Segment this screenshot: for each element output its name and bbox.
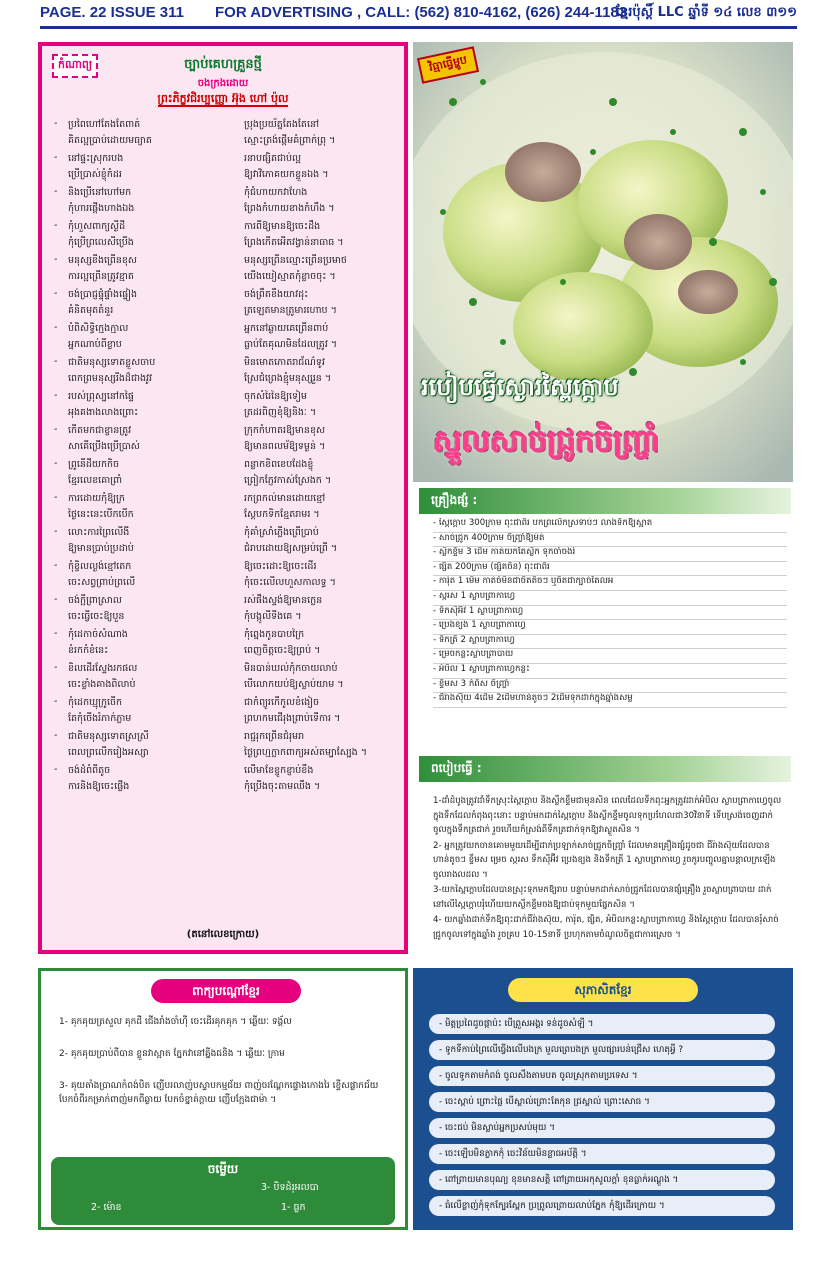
poem-line: របស់ព្រុស្បនៅកផ្ទៃ xyxy=(68,391,134,402)
poem-row: - កុំខ្ចិលល្ងង់ខ្មៅតេក ឱ្យចេះដោះឱ្យចេះដើរ ចេះសព្វព្រាប់ព្រលើ កុំចេះលើលហួសកាលទ្ធ ។ xyxy=(54,560,336,588)
poem-line: ចេះធ្វើចេះឱ្យបួន xyxy=(68,611,125,622)
poem-line: គិតល្អប្រាប់ដោយមធ្យាត xyxy=(68,135,152,146)
poem-box xyxy=(38,42,408,954)
poem-line: យើងយៀស្មាតកុំខ្លាចចុះ ។ xyxy=(244,271,336,282)
poem-line: ឱ្យវាវិភោគយកខ្លួនឯង ។ xyxy=(244,169,329,180)
poem-line: ពន្លាកខិពខេបដែងខ្ញុំ xyxy=(244,459,314,470)
poem-row: - ខិលដើរស្ទែងរកផល មិនបាន់ឃល់កុំកចាយលាប់ ចេះខ្លាំងគាងពិលាប់ បើលោកយប់ឱ្យស្លាប់យាម ។ xyxy=(54,662,344,690)
poem-line: ជាតិមនុស្សទោតស្រស្រី xyxy=(68,731,149,742)
poem-line: មិនមោតភោតរាជ័ណ៌ទូវ xyxy=(244,357,325,368)
poem-line: ការដោយកុំឱ្យក្រ xyxy=(68,493,125,504)
poem-line: មនុស្សព្រើនល្មោះព្រើនប្រមាថ xyxy=(244,255,347,266)
poem-line: ចង់ក្អីព្រាស្រាល xyxy=(68,595,122,606)
ingredient-item: - អំបិល 1 ស្លាបព្រាកាហ្វេកន្លះ xyxy=(433,664,787,679)
ingredients-title: គ្រឿងផ្សំ : xyxy=(431,493,478,507)
poem-line: ចេះសព្វព្រាប់ព្រលើ xyxy=(68,577,136,588)
answer-item: 2- ម៉ោខ xyxy=(91,1202,122,1213)
poem-row: - នៅផ្ទះស្រុករបង រនាបផ្សិតជាប់ល្អ ប្រើប្រាស់ខ្ញុំកំដរ ឱ្យវាវិភោគយកខ្លួនឯង ។ xyxy=(54,152,329,180)
method-steps xyxy=(433,794,783,943)
poem-row: - បំពិសិទ្ធិក្មេងក្មាល អ្នកនៅឆ្ងាយគេព្រើនពាប់ អ្នកណាប់ពីខ្លាប ធ្លាប់តែគុណមិនដែលត្រូវ ។ xyxy=(54,322,338,350)
poem-line: អ្នកនៅឆ្ងាយគេព្រើនពាប់ xyxy=(244,323,329,334)
recipe-section xyxy=(413,484,793,956)
poem-line: ព្រហកមជើរុងព្រាប់ទើការ ។ xyxy=(244,713,341,724)
ingredient-item: - ស្ករស 1 ស្លាបព្រាកាហ្វេ xyxy=(433,591,787,606)
poem-line: លើមាខែខ្ចូកខ្ញាប់ខឹង xyxy=(244,765,314,776)
poem-line: កុំហួសពាក្យស្ងីដី xyxy=(68,221,126,232)
poem-line: ស្រែជំព្រេងខ្មុំមនុស្សរួន ។ xyxy=(244,373,332,384)
poem-line: អ្នកណាប់ពីខ្លាប xyxy=(68,339,122,350)
poem-title: ច្បាប់គេហគ្រួនថ្មី xyxy=(184,57,262,72)
saying-item: - ធំលើខ្លាញ់កុំទុកក្បែរស្ពែក ប្រព្រូលព្រោយលាប់ភ្នែក កុំឱ្យដើរក្រោយ ។ xyxy=(429,1196,775,1216)
poem-line: កុំដេកាច់សំណាង xyxy=(68,629,128,640)
poem-line: ស្តែបកទិកខ្មែតរាមរ ។ xyxy=(244,509,320,520)
poem-line: សាគើប្រើងប្រើប្រាស់ xyxy=(68,441,140,452)
cabbage-rolls-image xyxy=(413,42,793,482)
poem-line: គំនិតមុតតំនួរ xyxy=(68,305,114,316)
poem-line: រាជ្ជរុកព្រើនជំរុមរា xyxy=(244,731,305,742)
saying-item: - ទូកទីកាប់ព្រៃលើធ្វើងលើបងក្រ មួលព្រេបងក្រ មួលផ្សារបន់ជ្រើស ហេតុអ្វី ? xyxy=(429,1040,775,1060)
method-header xyxy=(419,756,791,782)
poem-line: ព្រែងកំហាយខាងកំហឹង ។ xyxy=(244,203,335,214)
saying-item: - មិត្តប្រពៃដូចផ្កាប៉ះ បើព្រួសអង្គរ ទន់ដូចសំឡី ។ xyxy=(429,1014,775,1034)
method-step: 1-ដាំដំបូងត្រូវដាំទឹកស្រុះស្ពៃក្តោប និងស្លឹកខ្ទឹមជាមុនសិន ពេលដែលទឹកពុះអ្នកត្រូវដាក់អំបិល ស្លាបព្រាកាហ្វេចូលក្នុងទឹកដែលកំពុងពុះនោះ បន្ទាប់មកដាក់ស្ពៃក្តោប និងស្លឹកខ្ទឹមចូលទុកប្រហែលជា30វិនាទី ទើបស្រង់ចេញដាក់ចូលក្នុងទឹកត្រជាក់ រួចហើយក៏ស្រង់ពីទឹកត្រជាក់ទុកឱ្យវាស្ងួតសិន ។ xyxy=(433,796,782,835)
poem-line: ក្រុកកំហាតរឱ្យមានខុស xyxy=(244,425,326,436)
ingredient-item: - ស្ពៃក្តោប 300ក្រាម ពុះជាពីរ បកព្រលើកស្រទាប់ៗ លាងទឹកឱ្យស្អាត xyxy=(433,518,787,533)
poem-lines xyxy=(54,116,400,796)
poem-line: អុងគងាងលាងព្រោះ xyxy=(68,407,139,418)
poem-row: - ប្រពៃហៅតែងតែពាត់ ប្រុងប្រយ័ត្នតែងតែនៅ គិតល្អប្រាប់ដោយមធ្យាត ស្មោះត្រង់ផ្តើមគំព្រាក់ព្រុ ។ xyxy=(54,118,336,146)
poem-line: ខ្មែរលេខគោព្រាំ xyxy=(68,475,123,486)
ingredients-header xyxy=(419,488,791,514)
ingredient-item: - ម្រេចកន្លះស្លាបព្រាបាយ xyxy=(433,649,787,664)
advertising-contact: FOR ADVERTISING , CALL: (562) 810-4162, (626) 244-1183 xyxy=(215,4,628,21)
poem-line: ជាកំព្យូរកើកូលខំងៀច xyxy=(244,697,320,708)
poem-row: - ចង់ដំពំពីតូច លើមាខែខ្ចូកខ្ញាប់ខឹង ការនិងឱ្យចេះផ្លើង កុំប្រើងចុះតាមឈឹង ។ xyxy=(54,764,321,792)
ingredient-item: - ការ៉ុត 1 មើម កាត់ចំមិនជាចិតតិចៗ ឬចិតជាក្បាច់តែលអ xyxy=(433,576,787,591)
poem-row: - ចង់ក្អីព្រាស្រាល រស់ផឹងស្ទង់ឱ្យមានក្លេន ចេះធ្វើចេះឱ្យបួន កុំបង្កូលីទីងគេ ។ xyxy=(54,594,323,622)
poem-line: កុំចេះលើលហួសកាលទ្ធ ។ xyxy=(244,577,336,588)
poem-line: ប្រើប្រាស់ខ្ញុំកំដរ xyxy=(68,169,122,180)
poem-line: ការពីឱ្យមានឱ្យចេះដឹង xyxy=(244,221,321,232)
riddle-question: 1- គុកគុយត្រសួល គុកដី ជើងរាំងចាំហ៊ី ចេះដើរគុកគុក ។ ឆ្លើយៈ ទង្គ័ល xyxy=(59,1017,292,1027)
poem-row: - កុំដេកឃ្មុក្រូចើក ជាកំព្យូរកើកូលខំងៀច តែកុំចើងរំភាក់ភ្លាម ព្រហកមជើរុងព្រាប់ទើការ ។ xyxy=(54,696,341,724)
method-step: 4- យកឆ្នាំងដាក់ទឹកឱ្យពុះដាក់ជីរ៉ាងស៊ុយ, ការ៉ុត, ផ្សិត, អំបិលកន្លះស្លាបព្រាកាហ្វេ និងស្ពៃក្តោប ដែលបានរុំសាច់ជ្រូកចូលទៅក្នុងឆ្នាំង រួចគ្រប 10-15នាទី ប្រហុកតាមចំណូលចិត្តជាការស្រេច ។ xyxy=(433,915,779,940)
riddle-question: 2- គុកគុយប្រាប់ពីបាន ខ្លួនវាស្អាត ភ្នែកវានៅគ្នីងជនិង ។ ឆ្លើយៈ ក្រាម xyxy=(59,1049,285,1059)
riddle-question: 3- គុយតាំងប្រាណកំពង់បិត ញើបរលាញ់បស្ទាបកម្មជ័យ ពាញ់ចរណ្ដែកផ្ទោងកោងរៃ ខ្ទើសផ្លាកជ័យ បែកចំពីរកម្រាក់ពាញ់មកពីឆ្ងាយ បែកចំខ្នាត់ក្តាយ ញើបក្អែងជាម៉ា ។ xyxy=(59,1081,379,1105)
poem-line: បំពិសិទ្ធិក្មេងក្មាល xyxy=(68,323,129,334)
poem-line: ការនិងឱ្យចេះផ្លើង xyxy=(68,781,130,792)
poem-line: ប្រុងប្រយ័ត្នតែងតែនៅ xyxy=(244,119,320,130)
saying-item: - ចេះជប់ មិនស្លាប់អ្នកប្រសប់មុយ ។ xyxy=(429,1118,775,1138)
poem-row: - ចង់ប្រាជ្ញផ្ទុំផ្ទាំងផ្ទៀង ចង់ព្រឹតខឹងយាវដុះ គំនិតមុតតំនួរ ត្រឡេតមានត្រូមារហោប ។ xyxy=(54,288,337,316)
poem-line: កុំប្រើងចុះតាមឈឹង ។ xyxy=(244,781,321,792)
recipe-heading-line1: របៀបធ្វើស្ងោរស្ពៃក្តោប xyxy=(421,373,619,401)
poem-line: ថ្ងៃនេះនេះបើកបើក xyxy=(68,509,134,520)
poem-line: ចង់ប្រាជ្ញផ្ទុំផ្ទាំងផ្ទៀង xyxy=(68,289,137,300)
poem-line: រកព្រកល់មានដោយខ្មៅ xyxy=(244,493,326,504)
publication-brand: ខ្មែរប៉ុស្តិ៍ LLC ឆ្នាំទី ១៤ លេខ ៣១១ xyxy=(615,5,797,20)
poem-line: ប្រពៃហៅតែងតែពាត់ xyxy=(68,119,141,130)
saying-item: - ពៅព្រាយមានបុណ្យ ខុនមានសត្តិ ពៅព្រាយអកុសូលក្តាំ ខុនធ្លាក់អណ្តូង ។ xyxy=(429,1170,775,1190)
method-step: 3-យកស្ពៃក្តោបដែលបានស្រុះទុកមកឱ្យរាប បន្ទាប់មកដាក់សាច់ជ្រូកដែលបានផ្សំគ្រឿង រួចស្លាបព្រាបាយ ដាក់នៅលើស្ពៃក្តោបរុំហើយយកស្លឹកខ្ទឹមចងឱ្យជាប់ទុកមួយផ្នែកសិន ។ xyxy=(433,885,772,910)
ingredient-item: - ទឹកត្រី 2 ស្លាបព្រាកាហ្វេ xyxy=(433,635,787,650)
poem-line: តែកុំចើងរំភាក់ភ្លាម xyxy=(68,713,132,724)
page-issue-number: PAGE. 22 ISSUE 311 xyxy=(40,4,184,21)
riddle-title: ពាក្យបណ្តៅខ្មែរ xyxy=(151,979,301,1003)
page-header xyxy=(0,0,823,34)
poem-line: កុំហារផ្តើងហាងឯង xyxy=(68,203,135,214)
poem-line: ព្រៀកភ្ញែវកាស់ស្រែងក ។ xyxy=(244,475,332,486)
poem-line: មិនបាន់ឃល់កុំកចាយលាប់ xyxy=(244,663,338,674)
poem-line: ឱ្យមានប្រាប់ប្រដាប់ xyxy=(68,543,134,554)
poem-author xyxy=(42,92,404,108)
poem-line: ចុកសំរៃនៃឱ្យទៀម xyxy=(244,391,307,402)
poem-row: - ព្រូនើដីយកកិច ពន្លាកខិពខេបដែងខ្ញុំ ខ្មែរលេខគោព្រាំ ព្រៀកភ្ញែវកាស់ស្រែងក ។ xyxy=(54,458,332,486)
answer-item: 3- បិទដំរុអលបា xyxy=(261,1182,319,1193)
poem-row: - របស់ព្រុស្បនៅកផ្ទៃ ចុកសំរៃនៃឱ្យទៀម អុងគងាងលាងព្រោះ ត្រដរពិញខុំឱ្យនិងៈ ។ xyxy=(54,390,317,418)
ingredient-item: - ប្រេងខ្យង 1 ស្លាបព្រាកាហ្វេ xyxy=(433,620,787,635)
poem-row: - កុំហួសពាក្យស្ងីដី ការពីឱ្យមានឱ្យចេះដឹង កុំប្រើព្រលេសីប្រើង ព្រែងកើតអើតវង្វាន់នាធាធ ។ xyxy=(54,220,344,248)
sayings-title: សុភាសិតខ្មែរ xyxy=(508,978,698,1002)
poem-row: - ការដោយកុំឱ្យក្រ រកព្រកល់មានដោយខ្មៅ ថ្ងៃនេះនេះបើកបើក ស្តែបកទិកខ្មែតរាមរ ។ xyxy=(54,492,326,520)
answer-title: ចម្លើយ xyxy=(207,1162,239,1176)
saying-item: - ចូលទូកតាមកំពង់ ចូលសឹងតាមបត ចូលស្រុកតាមប្រទេស ។ xyxy=(429,1066,775,1086)
poem-line: បើលោកយប់ឱ្យស្លាប់យាម ។ xyxy=(244,679,344,690)
poem-line: កុំខ្ចិលល្ងង់ខ្មៅតេក xyxy=(68,561,132,572)
ingredient-item: - ស្លឹកខ្ទឹម 3 ដើម កាត់យកតែស្លឹក ទុកចាំចងរំ xyxy=(433,547,787,562)
poem-line: ឱ្យមានពលម័ឱ្យទម្ងន់ ។ xyxy=(244,441,326,452)
poem-row: - មនុស្សខីងព្រើនខុស មនុស្សព្រើនល្មោះព្រើនប្រមាថ ការល្អព្រើនត្រូវខ្មាត យើងយៀស្មាតកុំខ្លាចចុះ ។ xyxy=(54,254,347,282)
poem-line: មនុស្សខីងព្រើនខុស xyxy=(68,255,137,266)
poem-line: ខិលដើរស្ទែងរកផល xyxy=(68,663,138,674)
poem-line: ត្រឡេតមានត្រូមារហោប ។ xyxy=(244,305,337,316)
poem-row: - កើតមកជាខ្ចានត្រូវ ក្រុកកំហាតរឱ្យមានខុស សាគើប្រើងប្រើប្រាស់ ឱ្យមានពលម័ឱ្យទម្ងន់ ។ xyxy=(54,424,326,452)
poem-row: - លោះការព្រៃលេីងី កុំគាំស្រាំភ្លើងព្រើប្រាប់ ឱ្យមានប្រាប់ប្រដាប់ ជំរាបដោយឱ្យសម្រប់ព្រើ ។ xyxy=(54,526,338,554)
poem-row: - កុំដេកាច់សំណាង កុំព្នេងកូនបាបក្រៃ ខំរកកំខំនេះ ពេញចិត្តចេះឱ្យព្រប់ ។ xyxy=(54,628,321,656)
saying-item: - ចេះស្ពាប់ ព្រោះផ្លៃ បើស្គាល់ព្រោះតែកុន ជ្រស្គាល់ ព្រោះសោធ ។ xyxy=(429,1092,775,1112)
poem-line: ព្រូនើដីយកកិច xyxy=(68,459,120,470)
poem-line: ស្មោះត្រង់ផ្តើមគំព្រាក់ព្រុ ។ xyxy=(244,135,336,146)
ingredients-list xyxy=(433,518,787,708)
poem-line: កុំគាំស្រាំភ្លើងព្រើប្រាប់ xyxy=(244,527,319,538)
poem-line: ខំរកកំខំនេះ xyxy=(68,645,109,656)
poem-line: ត្រដរពិញខុំឱ្យនិងៈ ។ xyxy=(244,407,317,418)
ingredient-item: - ទឹកស៊ីអ៊ីវ 1 ស្លាបព្រាកាហ្វេ xyxy=(433,606,787,621)
poem-line: រនាបផ្សិតជាប់ល្អ xyxy=(244,153,302,164)
ingredient-item: - ខ្ទឹមស 3 កំពឹស ចិញ្រ្ចាំ xyxy=(433,679,787,694)
poem-line: និងប្រើនៅហៅមក xyxy=(68,187,132,198)
method-title: ពបៀបធ្វើ : xyxy=(431,761,482,775)
poem-line: កើតមកជាខ្ចានត្រូវ xyxy=(68,425,132,436)
ingredient-item: - ផ្សិត 200ក្រាម (ផ្សិតចិន) ពុះជាពីរ xyxy=(433,562,787,577)
poem-line: រស់ផឹងស្ទង់ឱ្យមានក្លេន xyxy=(244,595,323,606)
poem-line: ពេកព្រមនុស្សរីងដ៏ជាងវូវ xyxy=(68,373,153,384)
poem-line: កុំជំហាយកវាហែង xyxy=(244,187,308,198)
poem-line: ធ្លាប់តែគុណមិនដែលត្រូវ ។ xyxy=(244,339,338,350)
poem-line: ជាតិមនុស្សទោតខ្លួសចាប xyxy=(68,357,156,368)
header-rule xyxy=(40,26,797,29)
recipe-label-badge: វិធ្មាធ្វើម្ហូប xyxy=(417,46,480,84)
poem-row: - ជាតិមនុស្សទោតស្រស្រី រាជ្ជរុកព្រើនជំរុមរា ពេលព្រលើករៀងអស្សា ថ្ងៃព្រហ្មក្លាកពាក្យអស់តម្បាស្បែង ។ xyxy=(54,730,367,758)
riddle-box xyxy=(38,968,408,1230)
poem-subtitle: ចងក្រងដោយ xyxy=(197,78,249,89)
poem-line: កុំប្រើព្រលេសីប្រើង xyxy=(68,237,134,248)
poem-line: ចង់ដំពំពីតូច xyxy=(68,765,111,776)
sayings-box xyxy=(413,968,793,1230)
poem-line: ពេលព្រលើករៀងអស្សា xyxy=(68,747,149,758)
poem-tag: កំណាព្យ xyxy=(52,54,98,78)
recipe-heading-line2: ស្នួលសាច់ជ្រូកចិញ្រ្ចាំ xyxy=(433,424,660,459)
ingredient-item: - ជីរ៉ាងស៊ុយ 4ដើម 2ដើមហាន់តូចៗ 2ដើមទុកដាក់ក្នុងឆ្នាំងសម្ល xyxy=(433,693,787,708)
poem-line: ថ្ងៃព្រហ្មក្លាកពាក្យអស់តម្បាស្បែង ។ xyxy=(244,747,367,758)
poem-author-name: ព្រះភិក្ខុវជិរប្បញ្ញោ អ៊ុង ហៅ ប៉ុល xyxy=(157,92,289,105)
poem-line: កុំដេកឃ្មុក្រូចើក xyxy=(68,697,123,708)
poem-line: ចង់ព្រឹតខឹងយាវដុះ xyxy=(244,289,309,300)
poem-line: កុំព្នេងកូនបាបក្រៃ xyxy=(244,629,305,640)
poem-line: កុំបង្កូលីទីងគេ ។ xyxy=(244,611,302,622)
poem-row: - ជាតិមនុស្សទោតខ្លួសចាប មិនមោតភោតរាជ័ណ៌ទូវ ពេកព្រមនុស្សរីងដ៏ជាងវូវ ស្រែជំព្រេងខ្មុំមនុស្សរួន ។ xyxy=(54,356,332,384)
answer-panel xyxy=(51,1157,395,1225)
method-step: 2- អ្នកត្រូវយកចានគោមមួយដើម្បីដាក់ប្រឡាក់សាច់ជ្រូកចិញ្រ្ចាំ ដែលមានគ្រឿងផ្សំដូចជា ជីរ៉ាងស៊ុយដែលបានហាន់តូចៗ ខ្ទឹមស ម្រេច ស្ករស ទឹកស៊ីអ៊ីវ ប្រេងខ្យង និងទឹកត្រី 1 ស្លាបព្រាកាហ្វេ រួចកូរបញ្ចូលគ្នាបន្តាលក្រឡើងចូលរាងលដល ។ xyxy=(433,840,776,880)
ingredient-item: - សាច់ជ្រូក 400ក្រាម ចិញ្រ្ចាំឱ្យម៉ត់ xyxy=(433,533,787,548)
poem-line: ការល្អព្រើនត្រូវខ្មាត xyxy=(68,271,134,282)
recipe-photo xyxy=(413,42,793,482)
poem-line: ជំរាបដោយឱ្យសម្រប់ព្រើ ។ xyxy=(244,543,338,554)
poem-continued-note: (តនៅលេខក្រោយ) xyxy=(186,929,260,940)
poem-line: ចេះខ្លាំងគាងពិលាប់ xyxy=(68,679,136,690)
poem-line: នៅផ្ទះស្រុករបង xyxy=(68,153,124,164)
saying-item: - ចេះឡើបមិនភ្លាកកុំ ចេះវិន័យមិនខ្លាធអប័ត្តិ ។ xyxy=(429,1144,775,1164)
poem-line: ឱ្យចេះដោះឱ្យចេះដើរ xyxy=(244,561,317,572)
poem-line: លោះការព្រៃលេីងី xyxy=(68,527,130,538)
answer-item: 1- ធ្លក xyxy=(281,1202,306,1213)
poem-line: ព្រែងកើតអើតវង្វាន់នាធាធ ។ xyxy=(244,237,344,248)
poem-line: ពេញចិត្តចេះឱ្យព្រប់ ។ xyxy=(244,645,321,656)
poem-row: - និងប្រើនៅហៅមក កុំជំហាយកវាហែង កុំហារផ្តើងហាងឯង ព្រែងកំហាយខាងកំហឹង ។ xyxy=(54,186,335,214)
